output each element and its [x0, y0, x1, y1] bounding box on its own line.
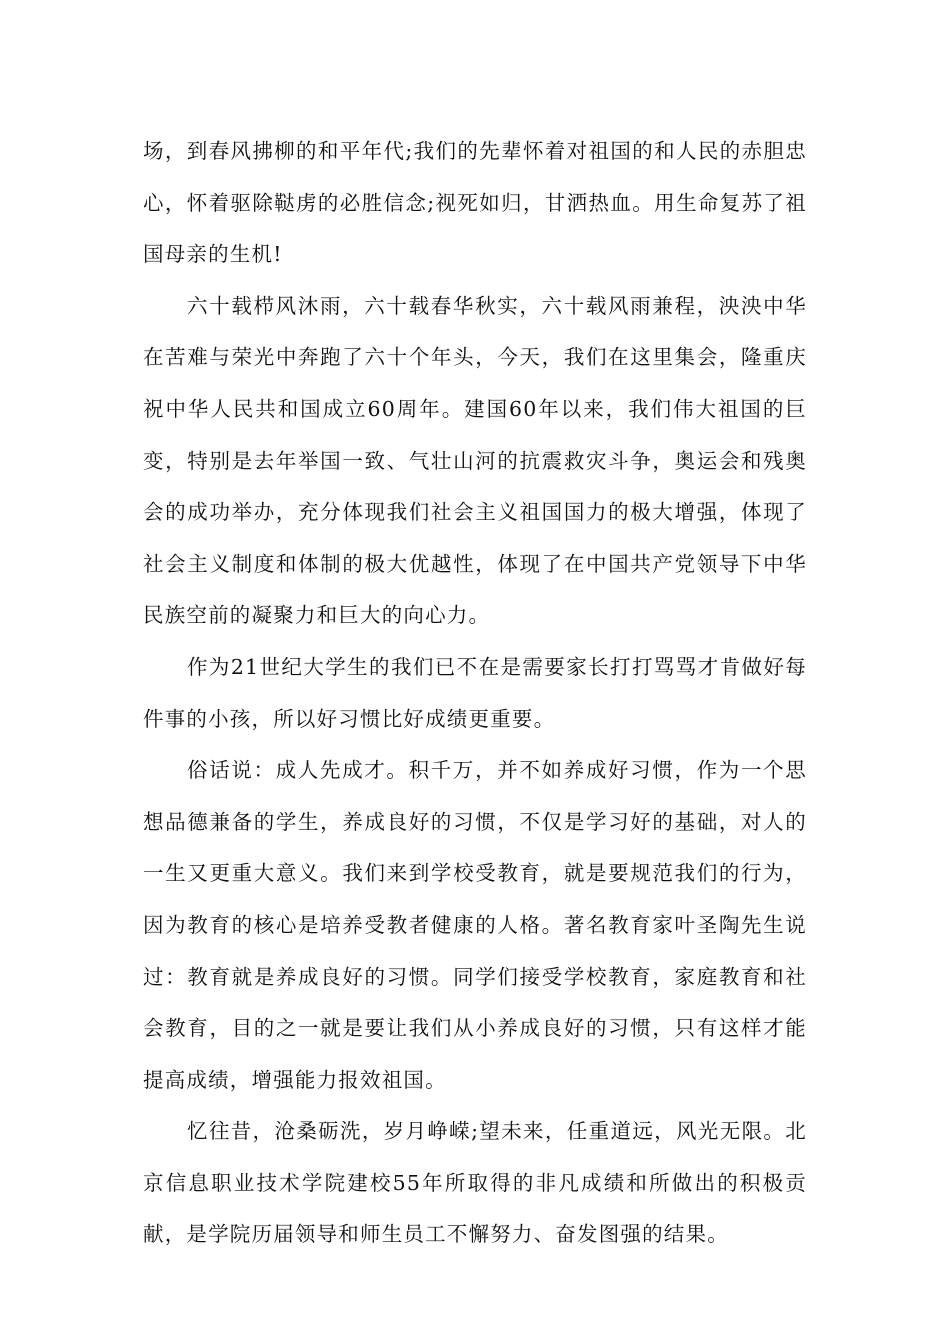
document-body [143, 126, 807, 1261]
paragraph-2: 六十载栉风沐雨，六十载春华秋实，六十载风雨兼程，泱泱中华在苦难与荣光中奔跑了六十个年头，今天，我们在这里集会，隆重庆祝中华人民共和国成立60周年。建国60年以来，我们伟大祖国的巨变，特别是去年举国一致、气壮山河的抗震救灾斗争，奥运会和残奥会的成功举办，充分体现我们社会主义祖国国力的极大增强，体现了社会主义制度和体制的极大优越性，体现了在中国共产党领导下中华民族空前的凝聚力和巨大的向心力。 [143, 293, 807, 628]
paragraph-1: 场，到春风拂柳的和平年代;我们的先辈怀着对祖国的和人民的赤胆忠心，怀着驱除鞑虏的必胜信念;视死如归，甘洒热血。用生命复苏了祖国母亲的生机! [143, 139, 807, 267]
paragraph-3: 作为21世纪大学生的我们已不在是需要家长打打骂骂才肯做好每件事的小孩，所以好习惯比好成绩更重要。 [143, 654, 807, 731]
paragraph-5: 忆往昔，沧桑砺洗，岁月峥嵘;望未来，任重道远，风光无限。北京信息职业技术学院建校55年所取得的非凡成绩和所做出的积极贡献，是学院历届领导和师生员工不懈努力、奋发图强的结果。 [143, 1119, 807, 1247]
paragraph-4: 俗话说：成人先成才。积千万，并不如养成好习惯，作为一个思想品德兼备的学生，养成良好的习惯，不仅是学习好的基础，对人的一生又更重大意义。我们来到学校受教育，就是要规范我们的行为，因为教育的核心是培养受教者健康的人格。著名教育家叶圣陶先生说过：教育就是养成良好的习惯。同学们接受学校教育，家庭教育和社会教育，目的之一就是要让我们从小养成良好的习惯，只有这样才能提高成绩，增强能力报效祖国。 [143, 758, 807, 1092]
